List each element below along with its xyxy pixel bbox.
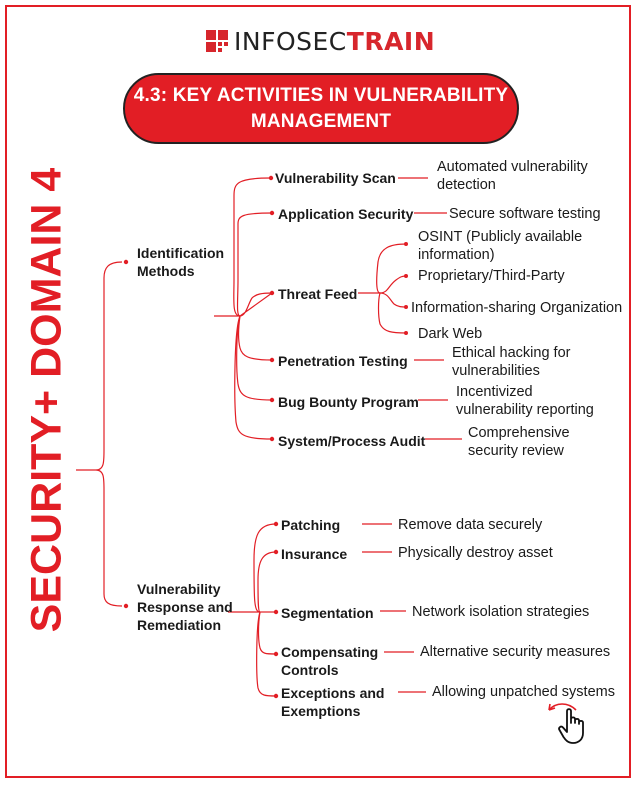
item-compensating-controls-1: Compensating bbox=[281, 644, 379, 660]
desc-vulnerability-scan-2: detection bbox=[437, 177, 496, 193]
desc-system-audit-2: security review bbox=[468, 443, 564, 459]
item-threat-feed: Threat Feed bbox=[278, 286, 358, 302]
desc-exceptions: Allowing unpatched systems bbox=[432, 684, 615, 700]
threat-sub-dark-web: Dark Web bbox=[418, 326, 483, 342]
brand-name: INFOSECTRAIN bbox=[234, 26, 436, 56]
group-response-line3: Remediation bbox=[137, 617, 222, 633]
title-line-1: 4.3: KEY ACTIVITIES IN VULNERABILITY bbox=[133, 84, 509, 106]
desc-penetration-testing-1: Ethical hacking for bbox=[452, 345, 571, 361]
item-exceptions-1: Exceptions and bbox=[281, 685, 385, 701]
threat-sub-osint-2: information) bbox=[418, 247, 495, 263]
desc-bug-bounty-2: vulnerability reporting bbox=[456, 402, 594, 418]
desc-penetration-testing-2: vulnerabilities bbox=[452, 363, 540, 379]
item-vulnerability-scan: Vulnerability Scan bbox=[275, 170, 396, 186]
desc-compensating-controls: Alternative security measures bbox=[420, 644, 611, 660]
desc-system-audit-1: Comprehensive bbox=[468, 425, 570, 441]
threat-sub-info-sharing: Information-sharing Organization bbox=[411, 300, 623, 316]
group-identification-line2: Methods bbox=[137, 263, 195, 279]
item-system-process-audit: System/Process Audit bbox=[278, 433, 426, 449]
group-identification-line1: Identification bbox=[137, 245, 225, 261]
pointer-hand-icon bbox=[557, 707, 591, 745]
title-line-2: MANAGEMENT bbox=[250, 110, 392, 132]
threat-sub-osint-1: OSINT (Publicly available bbox=[418, 229, 583, 245]
desc-bug-bounty-1: Incentivized bbox=[456, 384, 533, 400]
item-insurance: Insurance bbox=[281, 546, 348, 562]
item-exceptions-2: Exemptions bbox=[281, 703, 361, 719]
item-patching: Patching bbox=[281, 517, 341, 533]
item-segmentation: Segmentation bbox=[281, 605, 374, 621]
item-compensating-controls-2: Controls bbox=[281, 662, 339, 678]
group-response-line1: Vulnerability bbox=[137, 581, 221, 597]
group-response-line2: Response and bbox=[137, 599, 233, 615]
item-bug-bounty: Bug Bounty Program bbox=[278, 394, 419, 410]
desc-insurance: Physically destroy asset bbox=[398, 545, 553, 561]
desc-vulnerability-scan-1: Automated vulnerability bbox=[437, 159, 588, 175]
threat-sub-proprietary: Proprietary/Third-Party bbox=[418, 268, 565, 284]
item-application-security: Application Security bbox=[278, 206, 414, 222]
item-penetration-testing: Penetration Testing bbox=[278, 353, 408, 369]
desc-patching: Remove data securely bbox=[398, 517, 543, 533]
desc-segmentation: Network isolation strategies bbox=[412, 604, 590, 620]
desc-application-security: Secure software testing bbox=[449, 206, 601, 222]
side-title: SECURITY+ DOMAIN 4 bbox=[22, 167, 71, 633]
